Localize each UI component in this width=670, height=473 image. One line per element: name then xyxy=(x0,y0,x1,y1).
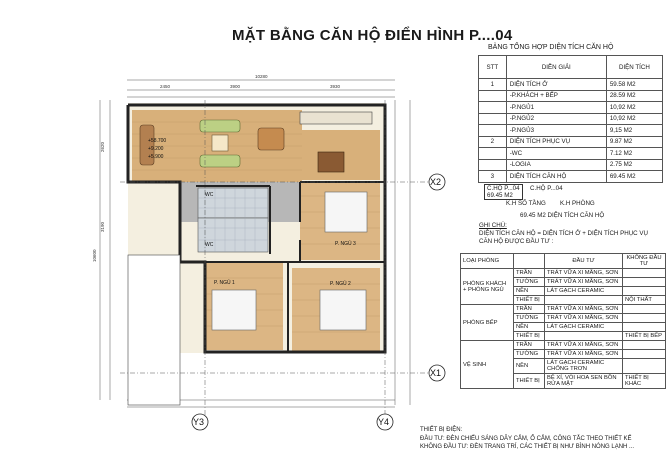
dim-left-1: 2620 xyxy=(100,141,105,152)
room-label-bedroom-3: P. NGỦ 3 xyxy=(335,241,356,247)
table-row: -P.NGỦ1 10,92 M2 xyxy=(479,102,663,114)
dim-left-2: 3190 xyxy=(100,221,105,232)
finish-header-invest: ĐẦU TƯ xyxy=(545,254,623,269)
axis-y4: Y4 xyxy=(378,417,390,427)
finish-table: LOẠI PHÒNG ĐẦU TƯ KHÔNG ĐẦU TƯ PHÒNG KHÁCH + PHÒNG NGỦ TRẦN TRÁT VỮA XI MĂNG, SƠN TƯỜNG TRÁT VỮA XI MĂNG, SƠN NỀN LÁT GẠCH CERAMIC THIẾT BỊ NỘI THẤT PHÒNG BẾP TRẦN TRÁT VỮA XI MĂNG, SƠN TƯỜNG TRÁT VỮA XI MĂNG, SƠN NỀN LÁT GẠCH CERAMIC THIẾT BỊ THIẾT BỊ BẾP VỆ SINH TRẦN TRÁT VỮA XI MĂNG, SƠN TƯỜNG TRÁT VỮA XI MĂNG, SƠN NỀN LÁT GẠCH CERAMIC CHỐNG TRƠN THIẾT BỊ BỆ XÍ, VÒI HOA SEN BỒN RỬA MẶT THIẾT BỊ KHÁC xyxy=(460,253,666,389)
level-mark-1: +58.700 xyxy=(148,138,167,144)
electric-notes xyxy=(420,426,634,452)
table-row: 2 DIỆN TÍCH PHỤC VỤ 9.87 M2 xyxy=(479,136,663,148)
notes-heading: GHI CHÚ: xyxy=(479,222,507,229)
code-legend-area: 69.45 M2 DIỆN TÍCH CĂN HỘ xyxy=(520,212,605,219)
table-row: -P.KHÁCH + BẾP 28.59 M2 xyxy=(479,90,663,102)
electric-heading: THIẾT BỊ ĐIỆN: xyxy=(420,427,463,433)
notes-line-1: DIỆN TÍCH CĂN HỘ = DIỆN TÍCH Ở + DIỆN TÍCH PHỤC VỤ xyxy=(479,230,648,237)
room-label-bedroom-1: P. NGỦ 1 xyxy=(214,280,235,286)
dim-top-2: 3900 xyxy=(230,84,241,89)
electric-line-2: KHÔNG ĐẦU TƯ: ĐÈN TRANG TRÍ, CÁC THIẾT BỊ NHƯ BÌNH NÓNG LẠNH ... xyxy=(420,444,635,450)
table-row: -LOGIA 2.75 M2 xyxy=(479,159,663,171)
dim-top-1: 2450 xyxy=(160,84,171,89)
table-row: 3 DIỆN TÍCH CĂN HỘ 69.45 M2 xyxy=(479,171,663,183)
dim-top-3: 3930 xyxy=(330,84,341,89)
room-label-wc-2: WC xyxy=(205,242,214,248)
level-mark-2: +9.200 xyxy=(148,146,164,152)
room-label-bedroom-2: P. NGỦ 2 xyxy=(330,281,351,287)
dim-top-total: 10280 xyxy=(255,74,268,79)
page-title: MẶT BẰNG CĂN HỘ ĐIỂN HÌNH P....04 xyxy=(232,27,513,44)
table-row: 1 DIỆN TÍCH Ở 59.58 M2 xyxy=(479,79,663,91)
electric-line-1: ĐẦU TƯ: ĐÈN CHIẾU SÁNG DÂY CẮM, Ổ CẮM, CÔNG TẮC THEO THIẾT KẾ xyxy=(420,435,632,442)
axis-x2: X2 xyxy=(430,177,442,187)
summary-header-area: DIỆN TÍCH xyxy=(606,56,662,79)
code-legend-code: C.HỘ P...04 xyxy=(530,185,563,192)
summary-header-stt: STT xyxy=(479,56,507,79)
finish-header-room: LOẠI PHÒNG xyxy=(461,254,514,269)
axis-x1: X1 xyxy=(430,368,442,378)
axis-y3: Y3 xyxy=(193,417,205,427)
room-label-wc-1: WC xyxy=(205,192,214,198)
table-row: -WC 7.12 M2 xyxy=(479,148,663,160)
dim-left-total: 10600 xyxy=(92,249,97,262)
code-legend-room: K.H PHÒNG xyxy=(560,200,595,207)
summary-header-desc: DIỄN GIẢI xyxy=(506,56,606,79)
code-legend-floor: K.H SỐ TẦNG xyxy=(506,200,546,207)
area-summary-table xyxy=(478,55,663,183)
table-row: -P.NGỦ2 10,92 M2 xyxy=(479,113,663,125)
notes xyxy=(479,222,648,246)
table-row: -P.NGỦ3 9,15 M2 xyxy=(479,125,663,137)
code-legend xyxy=(484,184,523,200)
notes-line-2: CĂN HỘ ĐƯỢC ĐẦU TƯ : xyxy=(479,238,554,245)
finish-header-none: KHÔNG ĐẦU TƯ xyxy=(623,254,666,269)
summary-title: BẢNG TỔNG HỢP DIỆN TÍCH CĂN HỘ xyxy=(488,44,614,51)
level-mark-3: +5.900 xyxy=(148,154,164,160)
code-legend-box: C.HỘ P...04 69.45 M2 xyxy=(484,184,523,200)
